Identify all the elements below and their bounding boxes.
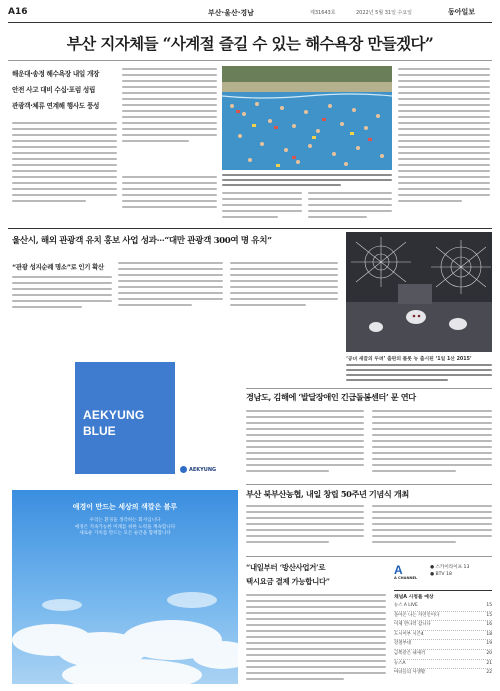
- section-rule-4: [246, 556, 492, 557]
- exhibition-caption: ‘공녀 새끌의 두려’ 출판의 플롯 뉴 출시된 ‘1일 1산 2015’: [346, 357, 472, 362]
- gyeongnam-body-col1: [246, 410, 364, 472]
- busan-body-col2: [372, 505, 492, 543]
- photo-caption: [222, 174, 392, 186]
- main-body-lower-col3: [308, 192, 392, 218]
- exhibition-caption-body: [346, 364, 492, 381]
- exhibition-photo: [346, 232, 492, 352]
- channel-brand: A CHANNEL: [394, 576, 418, 580]
- program-time: 19: [486, 641, 492, 647]
- schedule-row: [394, 602, 492, 612]
- subhead-2: 안전 사고 대비 수십·포럼 성립: [12, 86, 96, 94]
- schedule-row: [394, 612, 492, 622]
- main-body-lower-col1: [122, 176, 217, 208]
- ad-copy-line: 새로운 가치를 만드는 모든 순간을 함께합니다: [79, 531, 171, 536]
- ad-tagline: 애경이 만드는 세상의 색깔은 블루: [72, 503, 178, 511]
- issue-date: 2022년 5월 31일 수요일: [356, 10, 413, 16]
- program-title: 강철부대: [394, 641, 411, 647]
- second-kicker: “관광 성지순례 명소”로 인기 확산: [12, 263, 104, 271]
- channel-item: ● BTV 18: [430, 572, 452, 577]
- second-headline: 울산시, 해외 관광객 유치 홍보 사업 성과···“대만 관광객 300여 명 유치”: [12, 236, 272, 246]
- aekyung-advert: [12, 310, 238, 684]
- program-title: 돌아온 나는 자연인이다: [394, 612, 440, 618]
- schedule-title: 채널A 시청률 예상: [394, 595, 434, 600]
- ad-copy-line: 우리는 환경을 생각하는 회사입니다: [89, 518, 161, 523]
- ad-brand-line1: AEKYUNG: [83, 408, 145, 422]
- subhead-1: 해운대·송정 해수욕장 내일 개장: [12, 70, 100, 78]
- main-body-col-right: [398, 68, 490, 202]
- main-headline: 부산 지자체들 “사계절 즐길 수 있는 해수욕장 만들겠다”: [66, 34, 434, 53]
- program-time: 15: [486, 603, 492, 608]
- main-subheads: [12, 68, 117, 110]
- schedule-row: [394, 631, 492, 641]
- program-time: 20: [486, 650, 492, 656]
- program-time: 15: [486, 612, 492, 618]
- ad-copy: [12, 518, 238, 538]
- paper-name: 동아일보: [448, 7, 476, 16]
- schedule-row: [394, 660, 492, 670]
- gyeongnam-body-col2: [372, 410, 492, 472]
- program-title: 이제 만나러 갑니다: [394, 622, 431, 628]
- program-title: 뉴스 A LIVE: [394, 603, 418, 608]
- schedule-row: [394, 669, 492, 678]
- main-body-col1: [12, 122, 117, 202]
- program-title: 뉴스A: [394, 660, 406, 666]
- program-title: 마녀들의 사생활: [394, 670, 426, 676]
- ad-brand-line2: BLUE: [83, 424, 116, 438]
- page-number: A16: [8, 7, 28, 17]
- schedule-list: [394, 602, 492, 678]
- tv-guide: [394, 562, 492, 684]
- bottom-body: [246, 594, 386, 680]
- ad-sky: [12, 490, 238, 684]
- program-title: 도시어부 시즌4: [394, 631, 424, 637]
- ad-brand-box: [75, 362, 175, 474]
- main-body-col2: [122, 68, 217, 142]
- second-body-col1: [12, 276, 112, 308]
- tv-rule: [394, 590, 492, 591]
- program-time: 22: [486, 670, 492, 676]
- second-body-col3: [230, 262, 338, 306]
- section-name: 부산·울산·경남: [208, 9, 254, 17]
- section-rule-2: [246, 388, 492, 389]
- program-time: 21: [486, 660, 492, 666]
- section-rule-1: [8, 228, 492, 229]
- channel-item: ● 스카이라이프 13: [430, 565, 470, 570]
- ad-logo-text: AEKYUNG: [189, 466, 217, 473]
- busan-headline: 부산 북부산농협, 내일 창립 50주년 기념식 개최: [246, 489, 409, 499]
- schedule-row: [394, 640, 492, 650]
- subhead-3: 관광객·체류 연계해 행사도 풍성: [12, 102, 100, 110]
- channel-logo: [394, 564, 424, 588]
- bottom-headline-2: 택시요금 결제 가능합니다”: [246, 577, 330, 586]
- schedule-row: [394, 621, 492, 631]
- program-time: 16: [486, 622, 492, 628]
- program-title: 금쪽같은 내새끼: [394, 650, 426, 656]
- main-body-lower-col2: [222, 192, 302, 218]
- bottom-headline-1: “내일부터 ‘방산사업거’로: [246, 563, 326, 572]
- page-header: [8, 6, 492, 22]
- headline-rule: [8, 60, 492, 61]
- channel-a-icon: A: [394, 563, 403, 577]
- gyeongnam-headline: 경남도, 김해에 ‘발달장애인 긴급돌봄센터’ 문 연다: [246, 392, 416, 402]
- issue-number: 제31643호: [310, 10, 336, 16]
- ad-copy-line: 애경은 지속가능한 미래를 위한 노력을 계속합니다: [74, 524, 176, 530]
- schedule-row: [394, 650, 492, 660]
- header-rule: [8, 22, 492, 23]
- channel-list: [430, 564, 469, 578]
- logo-icon: [180, 466, 187, 473]
- second-body-col2: [118, 262, 223, 306]
- waterpark-photo: [222, 66, 392, 170]
- section-rule-3: [246, 484, 492, 485]
- ad-logo: [180, 466, 216, 473]
- program-time: 18: [486, 631, 492, 637]
- busan-body-col1: [246, 505, 364, 543]
